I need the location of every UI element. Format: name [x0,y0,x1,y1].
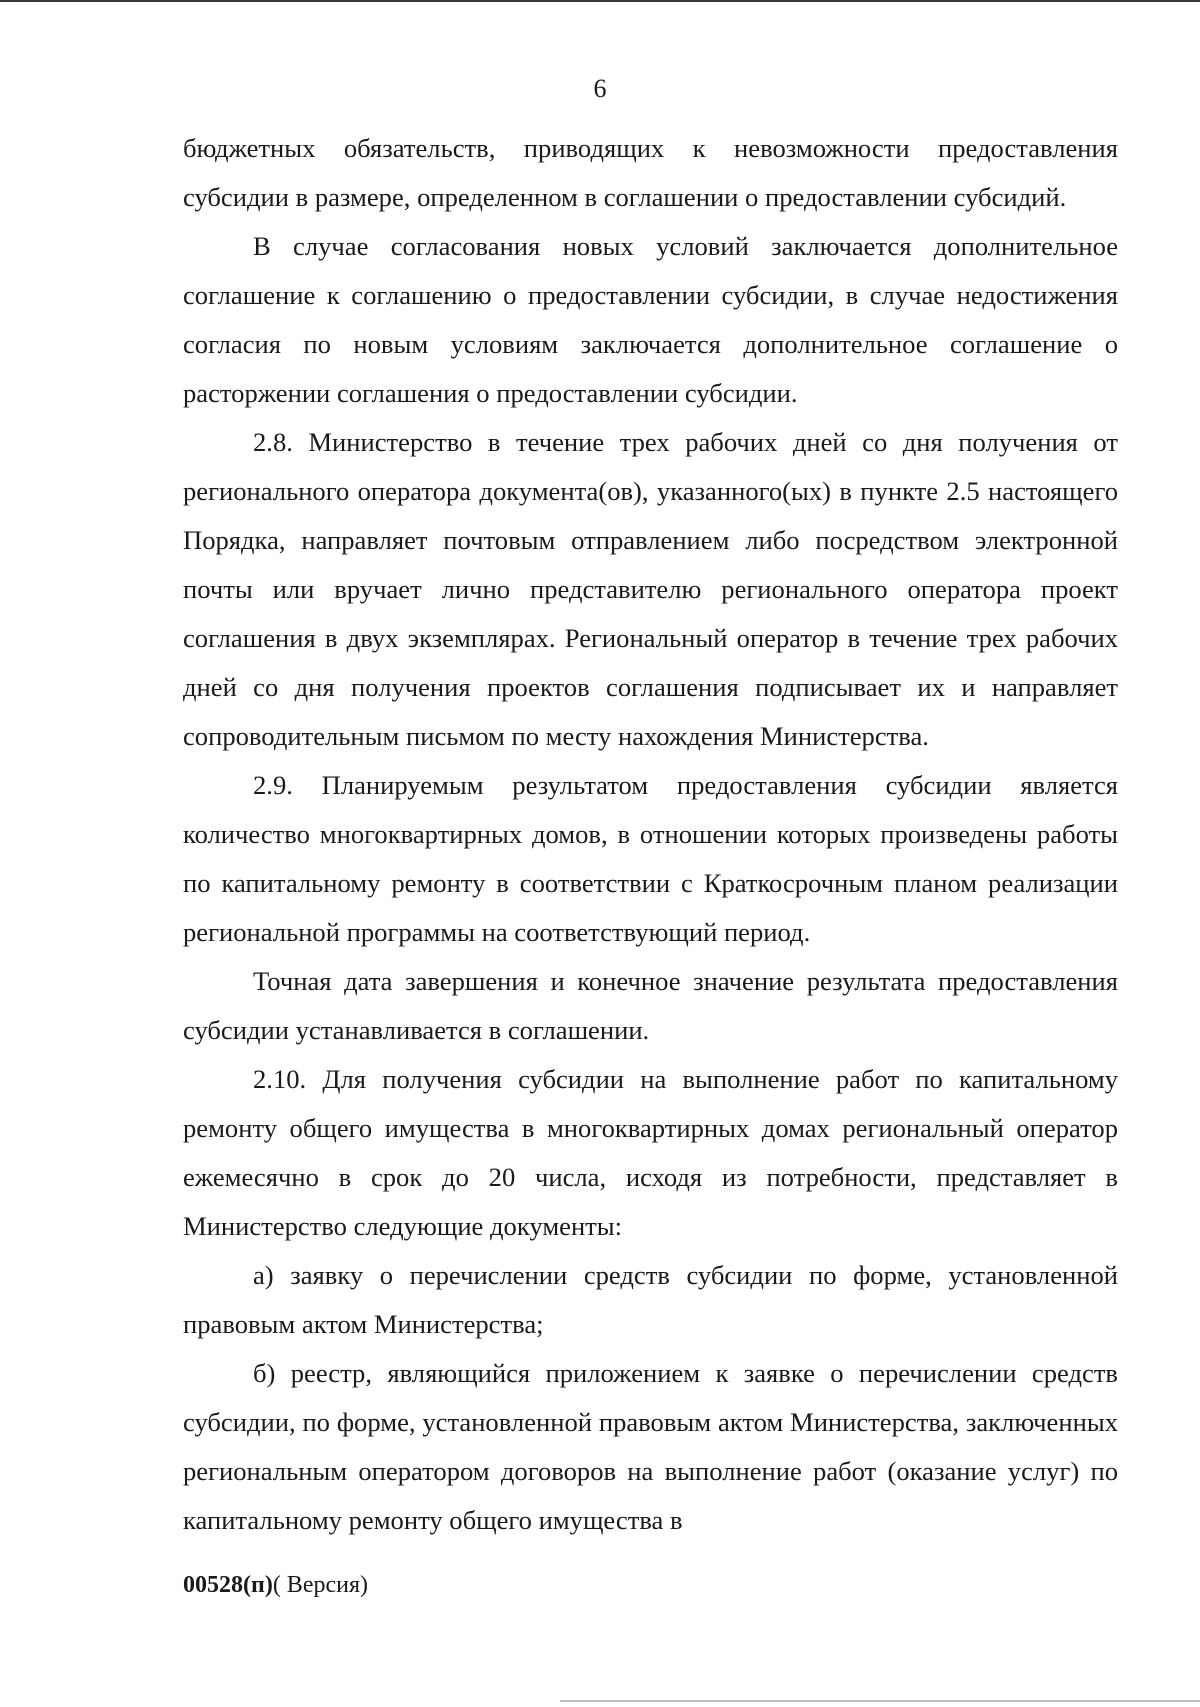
page-number: 6 [593,74,607,103]
scan-edge-bottom [560,1700,1200,1702]
document-code: 00528(п) [183,1572,273,1598]
document-version: ( Версия) [272,1572,368,1598]
paragraph-result-date: Точная дата завершения и конечное значение результата предоставления субсидии устанавливается в соглашении. [183,966,1118,1045]
document-body [183,124,1118,1545]
paragraph-2-10: 2.10. Для получения субсидии на выполнение работ по капитальному ремонту общего имущества в многоквартирных домах региональный оператор ежемесячно в срок до 20 числа, исходя из потребности, представляет в Министерство следующие документы: [183,1064,1118,1241]
list-item-b: б) реестр, являющийся приложением к заявке о перечислении средств субсидии, по форме, установленной правовым актом Министерства, заключенных региональным оператором договоров на выполнение работ (оказание услуг) по капитальному ремонту общего имущества в [183,1358,1118,1535]
paragraph-2-9: 2.9. Планируемым результатом предоставления субсидии является количество многоквартирных домов, в отношении которых произведены работы по капитальному ремонту в соответствии с Краткосрочным планом реализации региональной программы на соответствующий период. [183,770,1118,947]
scan-edge-top [0,0,1200,2]
list-item-a: а) заявку о перечислении средств субсидии по форме, установленной правовым актом Министерства; [183,1260,1118,1339]
paragraph-new-conditions: В случае согласования новых условий заключается дополнительное соглашение к соглашению о предоставлении субсидии, в случае недостижения согласия по новым условиям заключается дополнительное соглашение о расторжении соглашения о предоставлении субсидии. [183,231,1118,408]
paragraph-2-8: 2.8. Министерство в течение трех рабочих дней со дня получения от регионального оператора документа(ов), указанного(ых) в пункте 2.5 настоящего Порядка, направляет почтовым отправлением либо посредством электронной почты или вручает лично представителю регионального оператора проект соглашения в двух экземплярах. Региональный оператор в течение трех рабочих дней со дня получения проектов соглашения подписывает их и направляет сопроводительным письмом по месту нахождения Министерства. [183,427,1118,751]
document-footer [183,1570,368,1600]
paragraph-continuation: бюджетных обязательств, приводящих к невозможности предоставления субсидии в размере, определенном в соглашении о предоставлении субсидий. [183,133,1118,212]
